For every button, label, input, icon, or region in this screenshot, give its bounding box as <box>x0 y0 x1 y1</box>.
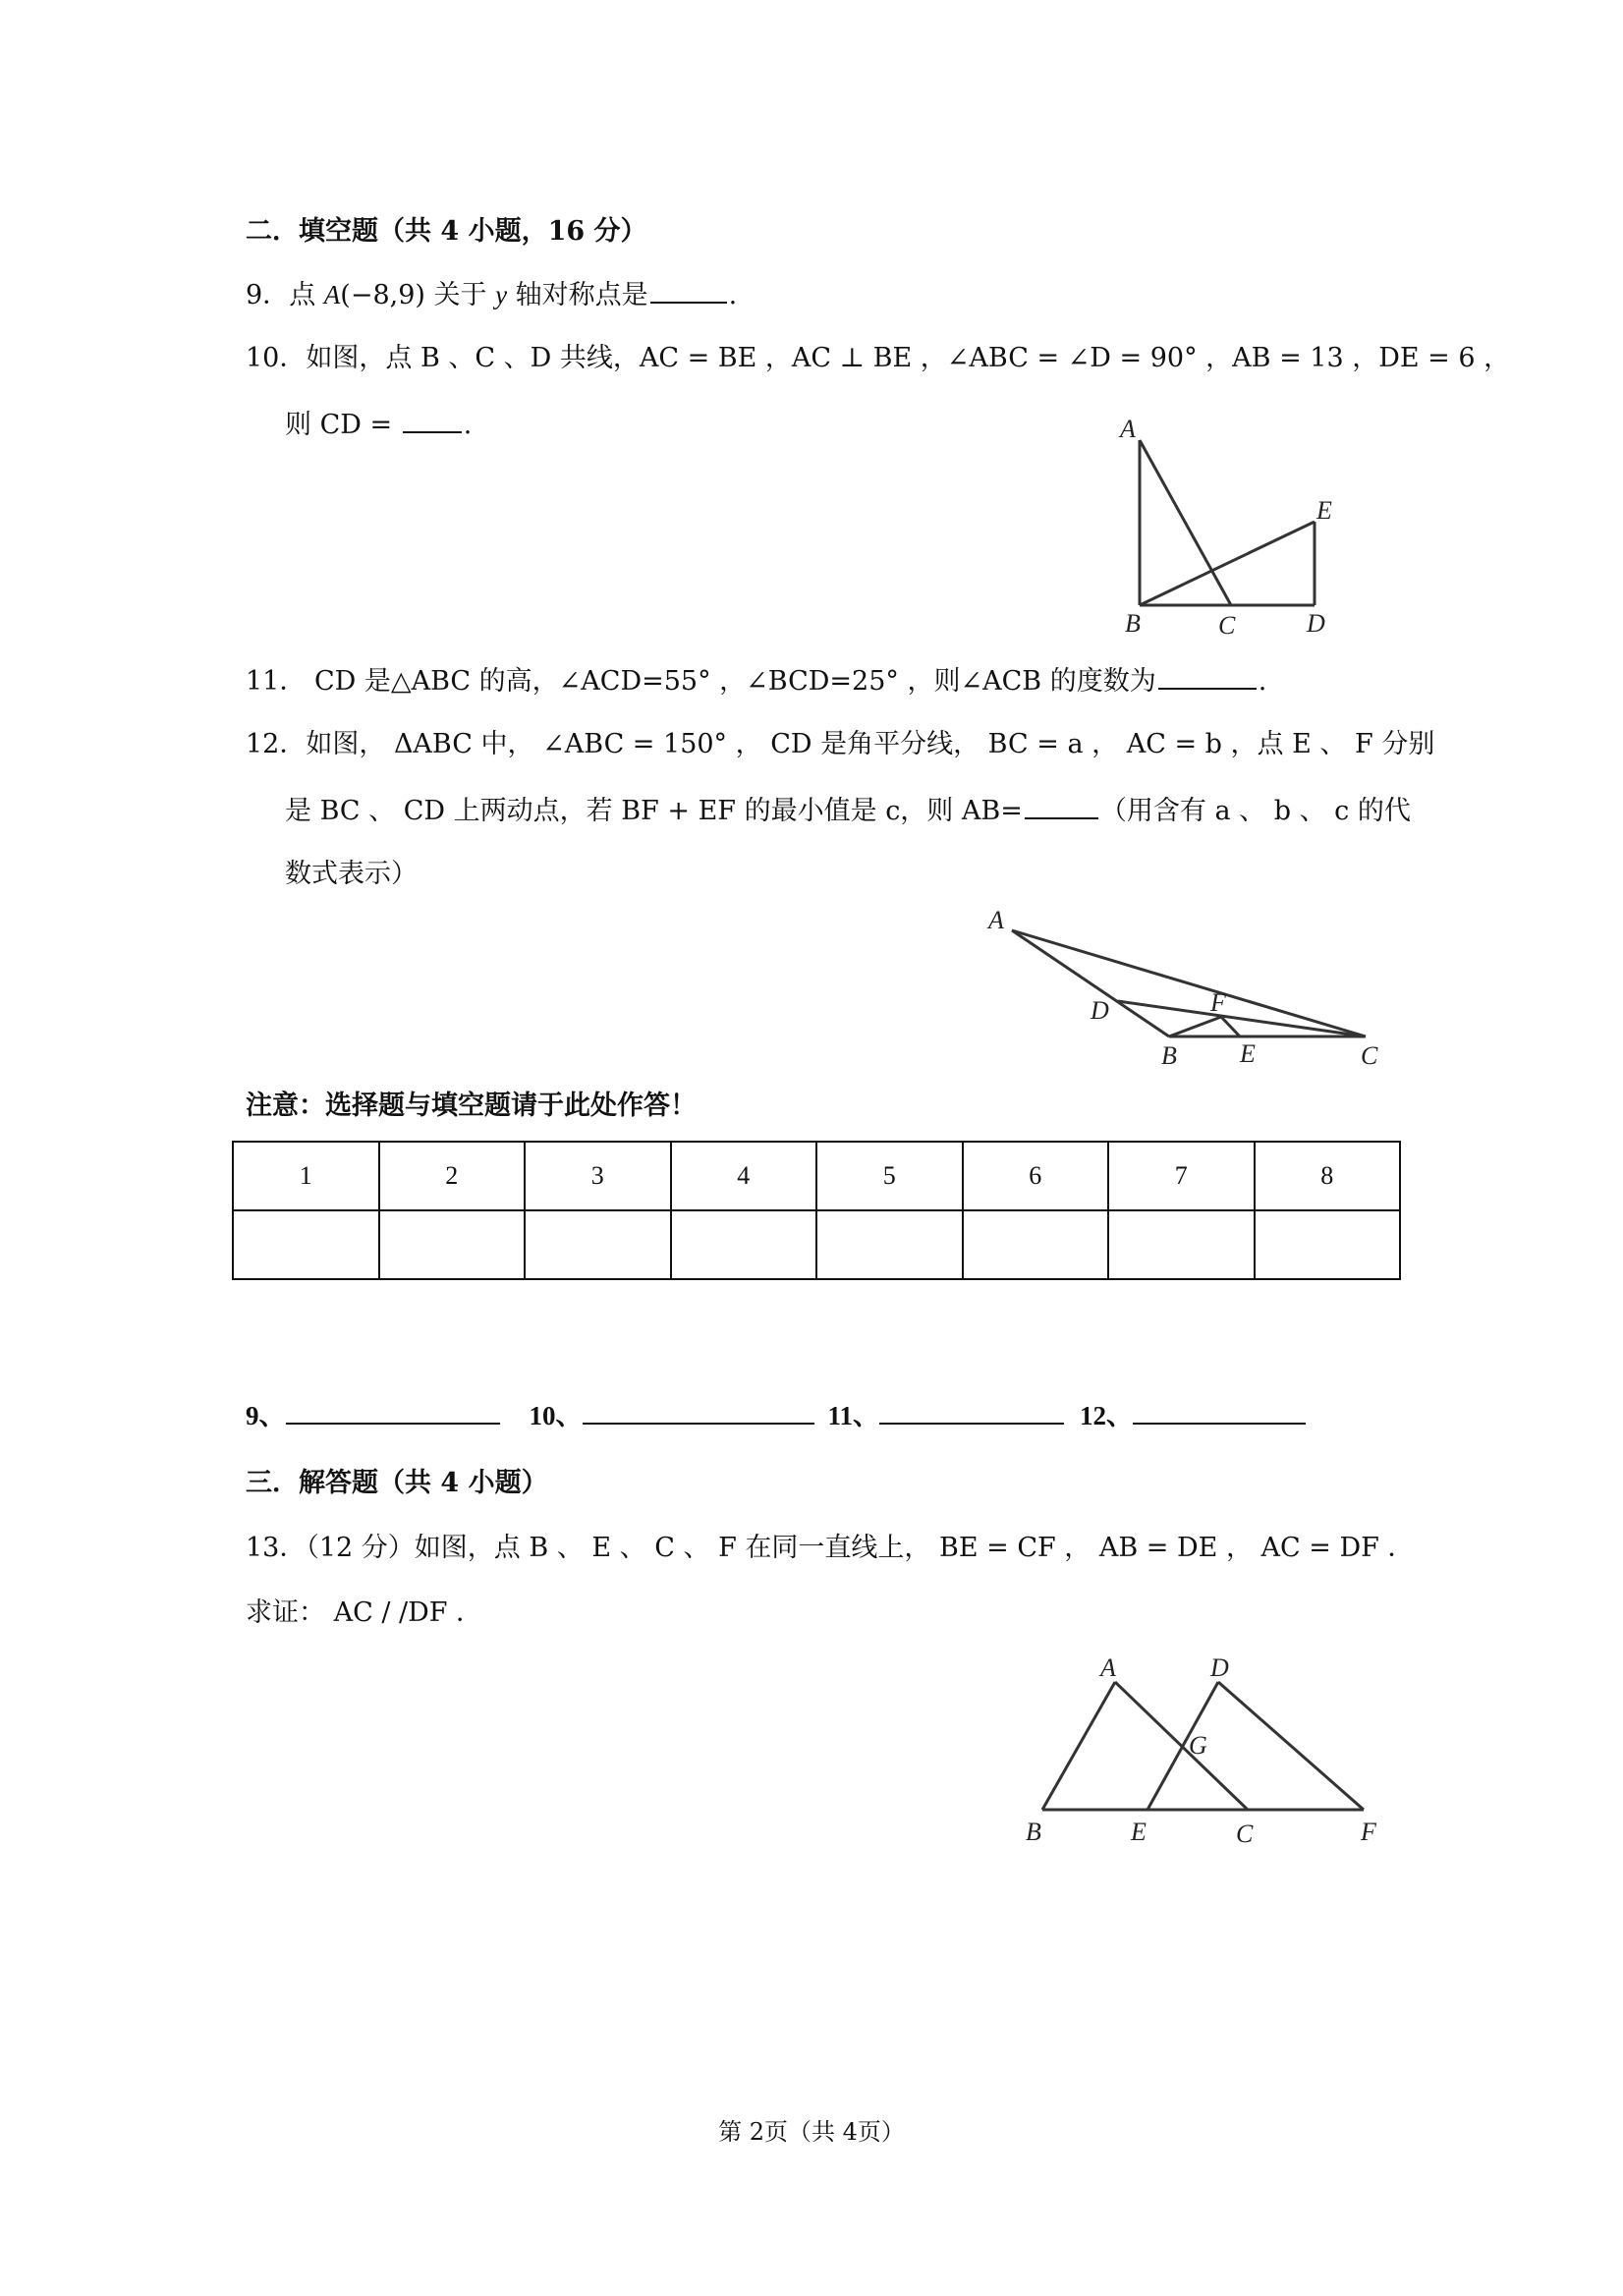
question-12-line-2-text-b: （用含有 a 、 b 、 c 的代 <box>1099 796 1411 826</box>
answer-cell-1[interactable] <box>233 1210 379 1279</box>
section-2-title: 二．填空题（共 4 小题，16 分） <box>246 216 647 247</box>
question-10-line-2-text: 则 CD = <box>285 410 401 440</box>
q13-label-B: B <box>1026 1818 1041 1846</box>
q10-label-E: E <box>1316 496 1332 525</box>
question-9-end: . <box>728 280 738 310</box>
question-11-blank <box>1158 660 1257 690</box>
fill-answer-10-line[interactable] <box>583 1393 814 1425</box>
question-9-text-c: 轴对称点是 <box>507 280 648 310</box>
q13-label-G: G <box>1189 1731 1207 1760</box>
question-9-text-b: 关于 <box>424 280 496 310</box>
fill-answer-10-label: 10、 <box>529 1401 583 1430</box>
answer-table-header-cell: 7 <box>1108 1142 1255 1210</box>
q13-label-E: E <box>1131 1818 1147 1846</box>
q13-label-D: D <box>1210 1653 1229 1682</box>
q10-label-B: B <box>1125 609 1141 638</box>
q12-label-C: C <box>1361 1041 1378 1070</box>
answer-table-input-row <box>233 1210 1400 1279</box>
fill-answer-11-line[interactable] <box>879 1393 1064 1425</box>
answer-table-header-cell: 8 <box>1255 1142 1401 1210</box>
answer-table-header-cell: 2 <box>379 1142 526 1210</box>
q13-label-C: C <box>1236 1820 1254 1848</box>
question-9 <box>246 274 737 315</box>
q10-label-D: D <box>1307 609 1325 638</box>
fill-answer-9-label: 9、 <box>246 1401 286 1430</box>
answer-table-header-cell: 5 <box>816 1142 963 1210</box>
fill-answer-row <box>246 1393 1306 1436</box>
answer-table-header-cell: 4 <box>671 1142 817 1210</box>
question-11-text: 11． CD 是△ABC 的高，∠ACD=55° ，∠BCD=25° ，则∠ACB 的度数为 <box>246 666 1156 697</box>
question-13-line-2: 求证： AC / /DF ． <box>246 1597 483 1628</box>
answer-cell-5[interactable] <box>816 1210 963 1279</box>
question-9-coords: (−8,9) <box>340 280 425 310</box>
question-12-line-1: 12．如图， ΔABC 中， ∠ABC = 150° ， CD 是角平分线， BC = a ， AC = b ，点 E 、 F 分别 <box>246 729 1435 759</box>
question-12-blank <box>1025 790 1098 819</box>
answer-table-header-row <box>233 1142 1400 1210</box>
q12-label-A: A <box>988 906 1004 934</box>
answer-table-header-cell: 1 <box>233 1142 379 1210</box>
answer-table <box>232 1141 1401 1280</box>
question-13-line-1: 13．（12 分）如图，点 B 、 E 、 C 、 F 在同一直线上， BE = CF ， AB = DE ， AC = DF ． <box>246 1533 1415 1563</box>
q12-label-D: D <box>1091 996 1109 1025</box>
question-10-line-1: 10．如图，点 B 、C 、D 共线，AC = BE ，AC ⊥ BE ，∠ABC = ∠D = 90° ，AB = 13 ，DE = 6 ， <box>246 343 1511 373</box>
answer-cell-3[interactable] <box>525 1210 671 1279</box>
question-12-line-2 <box>285 790 1411 831</box>
question-12-figure <box>982 899 1395 1076</box>
q12-label-F: F <box>1210 988 1226 1017</box>
answer-cell-4[interactable] <box>671 1210 817 1279</box>
question-13-figure <box>1012 1646 1395 1862</box>
question-9-text-a: 点 <box>289 280 324 310</box>
q12-label-B: B <box>1161 1041 1177 1070</box>
question-11 <box>246 660 1266 701</box>
answer-table-header-cell: 6 <box>963 1142 1109 1210</box>
question-12-line-2-text-a: 是 BC 、 CD 上两动点，若 BF + EF 的最小值是 c，则 AB= <box>285 796 1023 826</box>
question-10-line-2 <box>285 404 472 445</box>
fill-answer-12-label: 12、 <box>1080 1401 1134 1430</box>
question-9-blank <box>650 274 727 304</box>
fill-answer-11-label: 11、 <box>827 1401 880 1430</box>
question-12-line-3: 数式表示） <box>285 859 418 889</box>
question-10-blank <box>403 404 462 433</box>
question-10-line-2-end: . <box>463 410 473 440</box>
question-9-point: A <box>323 280 341 309</box>
q12-label-E: E <box>1240 1039 1256 1068</box>
q13-label-A: A <box>1100 1653 1116 1682</box>
fill-answer-9-line[interactable] <box>286 1393 500 1425</box>
fill-answer-12-line[interactable] <box>1133 1393 1306 1425</box>
question-11-end: . <box>1258 666 1267 697</box>
answer-cell-6[interactable] <box>963 1210 1109 1279</box>
answer-cell-7[interactable] <box>1108 1210 1255 1279</box>
question-10-figure <box>1100 408 1356 644</box>
q13-label-F: F <box>1361 1818 1376 1846</box>
q10-label-C: C <box>1218 611 1236 640</box>
page-footer: 第 2页（共 4页） <box>718 2118 905 2146</box>
question-9-number: 9． <box>246 280 290 310</box>
answer-cell-2[interactable] <box>379 1210 526 1279</box>
answer-table-header-cell: 3 <box>525 1142 671 1210</box>
answer-notice: 注意：选择题与填空题请于此处作答！ <box>246 1091 697 1121</box>
q10-label-A: A <box>1120 415 1136 443</box>
question-9-axis: y <box>495 280 508 309</box>
answer-cell-8[interactable] <box>1255 1210 1401 1279</box>
section-3-title: 三．解答题（共 4 小题） <box>246 1468 548 1498</box>
